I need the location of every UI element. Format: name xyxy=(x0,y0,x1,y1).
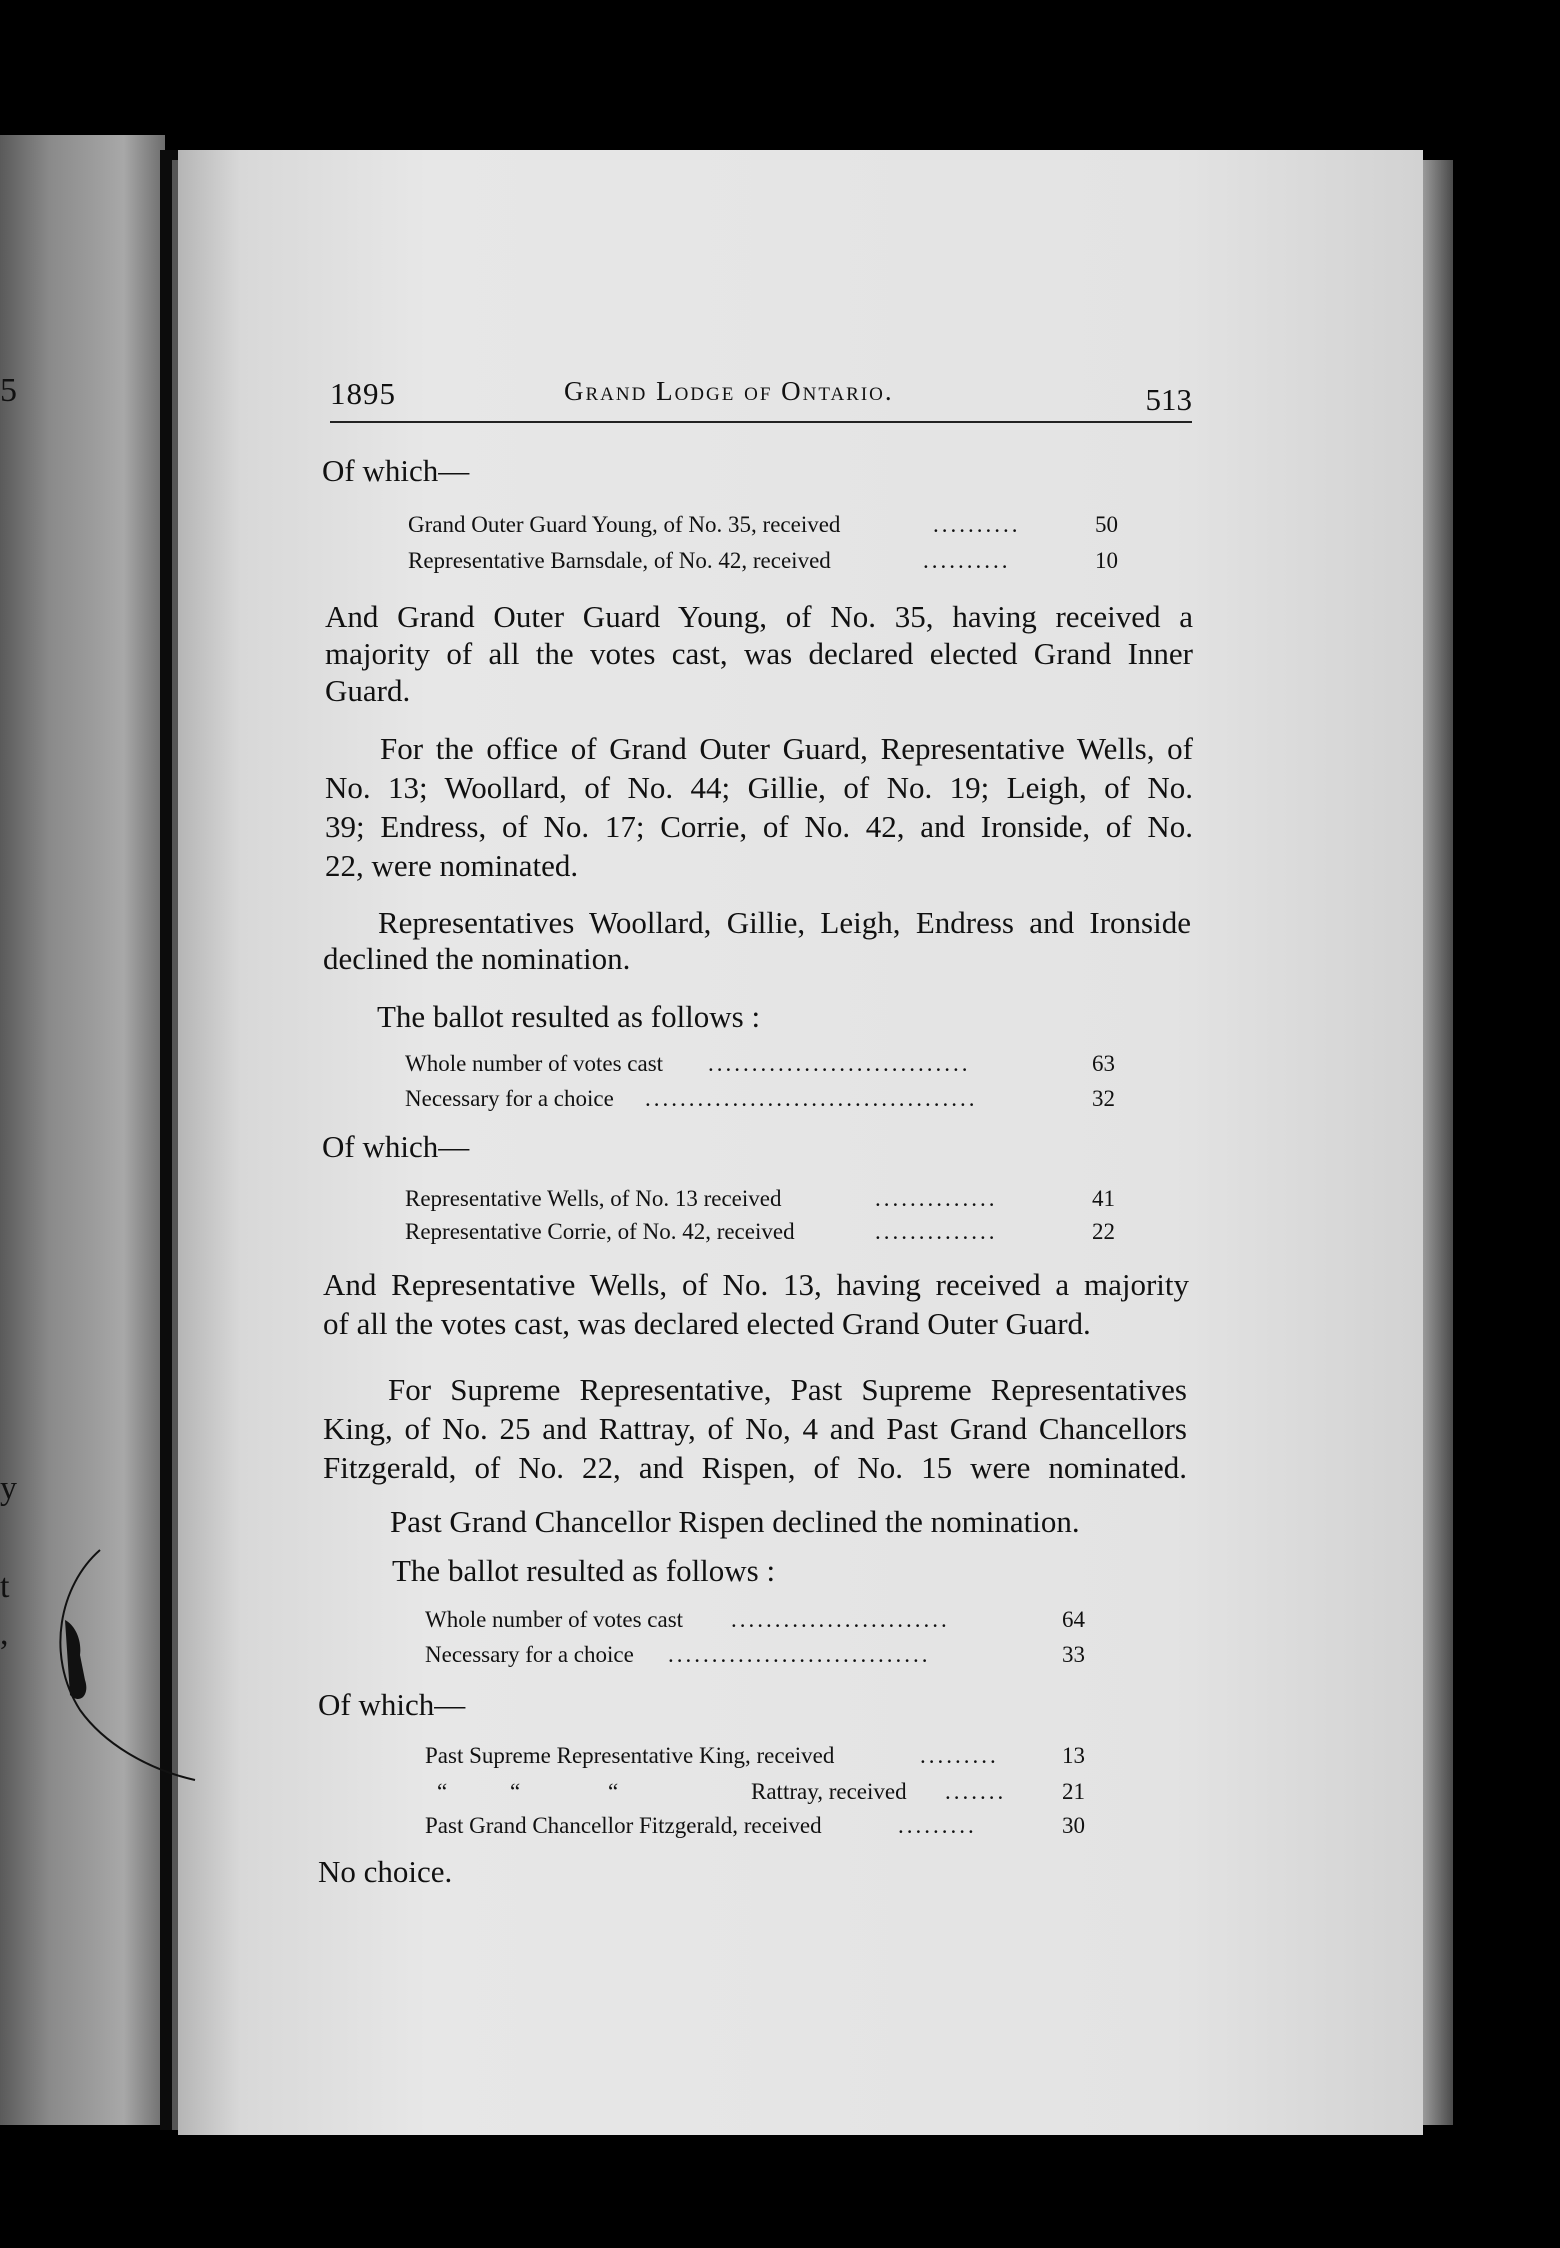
vote-value: 50 xyxy=(1095,512,1118,537)
leader-dots: .......... xyxy=(933,512,1021,537)
leader-dots: ......... xyxy=(920,1743,999,1768)
total-label: Necessary for a choice xyxy=(425,1642,634,1667)
vote-value: 13 xyxy=(1062,1743,1085,1768)
paragraph-line: declined the nomination. xyxy=(323,941,631,976)
of-which-heading: Of which— xyxy=(322,1129,470,1164)
paragraph-line: And Representative Wells, of No. 13, having received a majority xyxy=(323,1267,1189,1302)
paragraph-line: majority of all the votes cast, was declared elected Grand Inner xyxy=(325,636,1193,671)
paragraph-line: King, of No. 25 and Rattray, of No, 4 and Past Grand Chancellors xyxy=(323,1411,1187,1446)
total-value: 32 xyxy=(1092,1086,1115,1111)
ballot-heading: The ballot resulted as follows : xyxy=(392,1553,776,1588)
vote-label: Past Grand Chancellor Fitzgerald, received xyxy=(425,1813,822,1838)
leader-dots: .............................. xyxy=(668,1642,931,1667)
total-row xyxy=(425,1642,1085,1676)
leader-dots: ....... xyxy=(945,1779,1007,1804)
total-row xyxy=(405,1051,1115,1085)
paragraph-line: For Supreme Representative, Past Supreme Representatives xyxy=(388,1372,1187,1407)
paragraph-line: Past Grand Chancellor Rispen declined the nomination. xyxy=(390,1504,1080,1539)
leader-dots: .............. xyxy=(875,1186,998,1211)
paragraph-line: For the office of Grand Outer Guard, Representative Wells, of xyxy=(380,731,1193,766)
left-page-fragment: , xyxy=(0,1615,9,1652)
leader-dots: ...................................... xyxy=(645,1086,978,1111)
vote-value: 21 xyxy=(1062,1779,1085,1804)
vote-value: 10 xyxy=(1095,548,1118,573)
paragraph-line: Fitzgerald, of No. 22, and Rispen, of No. 15 were nominated. xyxy=(323,1450,1187,1485)
vote-row xyxy=(405,1186,1115,1220)
ditto-mark: “ xyxy=(510,1779,521,1804)
vote-value: 22 xyxy=(1092,1219,1115,1244)
vote-label: Grand Outer Guard Young, of No. 35, received xyxy=(408,512,841,537)
paragraph-line: Representatives Woollard, Gillie, Leigh, Endress and Ironside xyxy=(378,905,1191,940)
vote-label: Representative Wells, of No. 13 received xyxy=(405,1186,782,1211)
total-value: 33 xyxy=(1062,1642,1085,1667)
of-which-heading: Of which— xyxy=(322,453,470,488)
paragraph-line: 39; Endress, of No. 17; Corrie, of No. 42, and Ironside, of No. xyxy=(325,809,1193,844)
vote-row xyxy=(408,548,1118,582)
left-page xyxy=(0,135,165,2125)
vote-row xyxy=(408,512,1118,546)
vote-label: Representative Corrie, of No. 42, received xyxy=(405,1219,795,1244)
of-which-heading: Of which— xyxy=(318,1687,466,1722)
left-page-fragment: t xyxy=(0,1568,10,1605)
leader-dots: ......................... xyxy=(731,1607,950,1632)
total-label: Necessary for a choice xyxy=(405,1086,614,1111)
page-edge xyxy=(1423,160,1453,2125)
vote-row xyxy=(425,1813,1085,1847)
pen-mark xyxy=(40,1545,200,1785)
total-value: 64 xyxy=(1062,1607,1085,1632)
running-header xyxy=(330,372,1192,426)
left-page-fragment: 5 xyxy=(0,372,17,409)
header-year: 1895 xyxy=(330,376,396,411)
closing-text: No choice. xyxy=(318,1854,453,1889)
ditto-mark: “ xyxy=(437,1779,448,1804)
vote-row xyxy=(405,1219,1115,1253)
ballot-heading: The ballot resulted as follows : xyxy=(377,999,761,1034)
vote-value: 41 xyxy=(1092,1186,1115,1211)
paragraph-line: Guard. xyxy=(325,673,411,708)
vote-row xyxy=(425,1779,1085,1813)
vote-label: Rattray, received xyxy=(751,1779,907,1804)
header-rule xyxy=(330,421,1192,423)
total-label: Whole number of votes cast xyxy=(405,1051,664,1076)
leader-dots: .............................. xyxy=(708,1051,971,1076)
paragraph-line: of all the votes cast, was declared elected Grand Outer Guard. xyxy=(323,1306,1091,1341)
vote-label: Past Supreme Representative King, received xyxy=(425,1743,835,1768)
total-value: 63 xyxy=(1092,1051,1115,1076)
page-number: 513 xyxy=(1145,382,1192,417)
left-page-fragment: y xyxy=(0,1470,17,1507)
vote-value: 30 xyxy=(1062,1813,1085,1838)
total-row xyxy=(405,1086,1115,1120)
ditto-mark: “ xyxy=(608,1779,619,1804)
vote-label: Representative Barnsdale, of No. 42, received xyxy=(408,548,831,573)
leader-dots: .............. xyxy=(875,1219,998,1244)
vote-row xyxy=(425,1743,1085,1777)
leader-dots: .......... xyxy=(923,548,1011,573)
paragraph-line: And Grand Outer Guard Young, of No. 35, having received a xyxy=(325,599,1193,634)
total-label: Whole number of votes cast xyxy=(425,1607,684,1632)
total-row xyxy=(425,1607,1085,1641)
header-title: Grand Lodge of Ontario. xyxy=(564,376,894,406)
leader-dots: ......... xyxy=(898,1813,977,1838)
paragraph-line: 22, were nominated. xyxy=(325,848,579,883)
paragraph-line: No. 13; Woollard, of No. 44; Gillie, of No. 19; Leigh, of No. xyxy=(325,770,1193,805)
